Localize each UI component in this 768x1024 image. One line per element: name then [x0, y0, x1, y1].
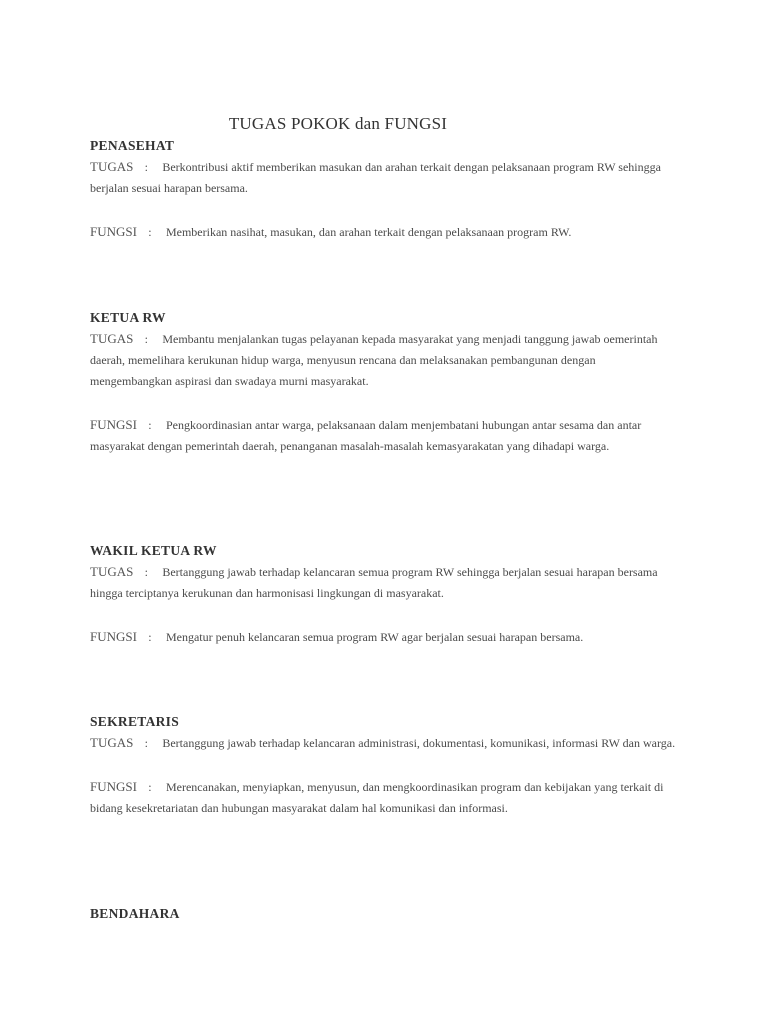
- tugas-paragraph: [90, 328, 680, 392]
- fungsi-label: FUNGSI: [90, 224, 137, 239]
- document-title: TUGAS POKOK dan FUNGSI: [228, 114, 448, 133]
- tugas-text: Bertanggung jawab terhadap kelancaran administrasi, dokumentasi, komunikasi, informasi RW dan warga.: [162, 736, 676, 750]
- tugas-label: TUGAS: [90, 159, 134, 174]
- colon: :: [144, 332, 149, 346]
- colon: :: [144, 565, 149, 579]
- tugas-paragraph: [90, 561, 680, 604]
- fungsi-label: FUNGSI: [90, 417, 137, 432]
- section-heading: WAKIL KETUA RW: [90, 543, 217, 558]
- fungsi-paragraph: [90, 414, 680, 457]
- fungsi-label: FUNGSI: [90, 629, 137, 644]
- section-bendahara: [90, 903, 680, 924]
- section-ketua-rw: [90, 307, 680, 457]
- fungsi-text: Memberikan nasihat, masukan, dan arahan terkait dengan pelaksanaan program RW.: [165, 225, 572, 239]
- tugas-text: Membantu menjalankan tugas pelayanan kepada masyarakat yang menjadi tanggung jawab oemerintah daerah, memelihara kerukunan hidup warga, menyusun rencana dan melaksanakan pembangunan dengan mengembangkan aspirasi dan swadaya murni masyarakat.: [90, 332, 658, 388]
- section-wakil-ketua-rw: [90, 540, 680, 648]
- colon: :: [144, 160, 149, 174]
- fungsi-text: Mengatur penuh kelancaran semua program RW agar berjalan sesuai harapan bersama.: [165, 630, 584, 644]
- fungsi-paragraph: [90, 221, 680, 243]
- tugas-label: TUGAS: [90, 564, 134, 579]
- colon: :: [148, 225, 152, 239]
- section-heading: BENDAHARA: [90, 906, 180, 921]
- section-penasehat: [90, 135, 680, 243]
- fungsi-text: Merencanakan, menyiapkan, menyusun, dan mengkoordinasikan program dan kebijakan yang terkait di bidang kesekretariatan dan hubungan masyarakat dalam hal komunikasi dan informasi.: [90, 780, 664, 815]
- colon: :: [144, 736, 149, 750]
- colon: :: [148, 780, 152, 794]
- fungsi-text: Pengkoordinasian antar warga, pelaksanaan dalam menjembatani hubungan antar sesama dan antar masyarakat dengan pemerintah daerah, penanganan masalah-masalah kemasyarakatan yang dihadapi warga.: [90, 418, 642, 453]
- tugas-label: TUGAS: [90, 735, 134, 750]
- section-heading: KETUA RW: [90, 310, 166, 325]
- section-heading: SEKRETARIS: [90, 714, 180, 729]
- colon: :: [148, 418, 152, 432]
- tugas-text: Bertanggung jawab terhadap kelancaran semua program RW sehingga berjalan sesuai harapan bersama hingga terciptanya kerukunan dan harmonisasi lingkungan di masyarakat.: [90, 565, 658, 600]
- tugas-label: TUGAS: [90, 331, 134, 346]
- fungsi-paragraph: [90, 626, 680, 648]
- fungsi-paragraph: [90, 776, 680, 819]
- section-sekretaris: [90, 711, 680, 819]
- tugas-paragraph: [90, 156, 680, 199]
- colon: :: [148, 630, 152, 644]
- section-heading: PENASEHAT: [90, 138, 175, 153]
- tugas-text: Berkontribusi aktif memberikan masukan dan arahan terkait dengan pelaksanaan program RW sehingga berjalan sesuai harapan bersama.: [90, 160, 661, 195]
- tugas-paragraph: [90, 732, 680, 754]
- fungsi-label: FUNGSI: [90, 779, 137, 794]
